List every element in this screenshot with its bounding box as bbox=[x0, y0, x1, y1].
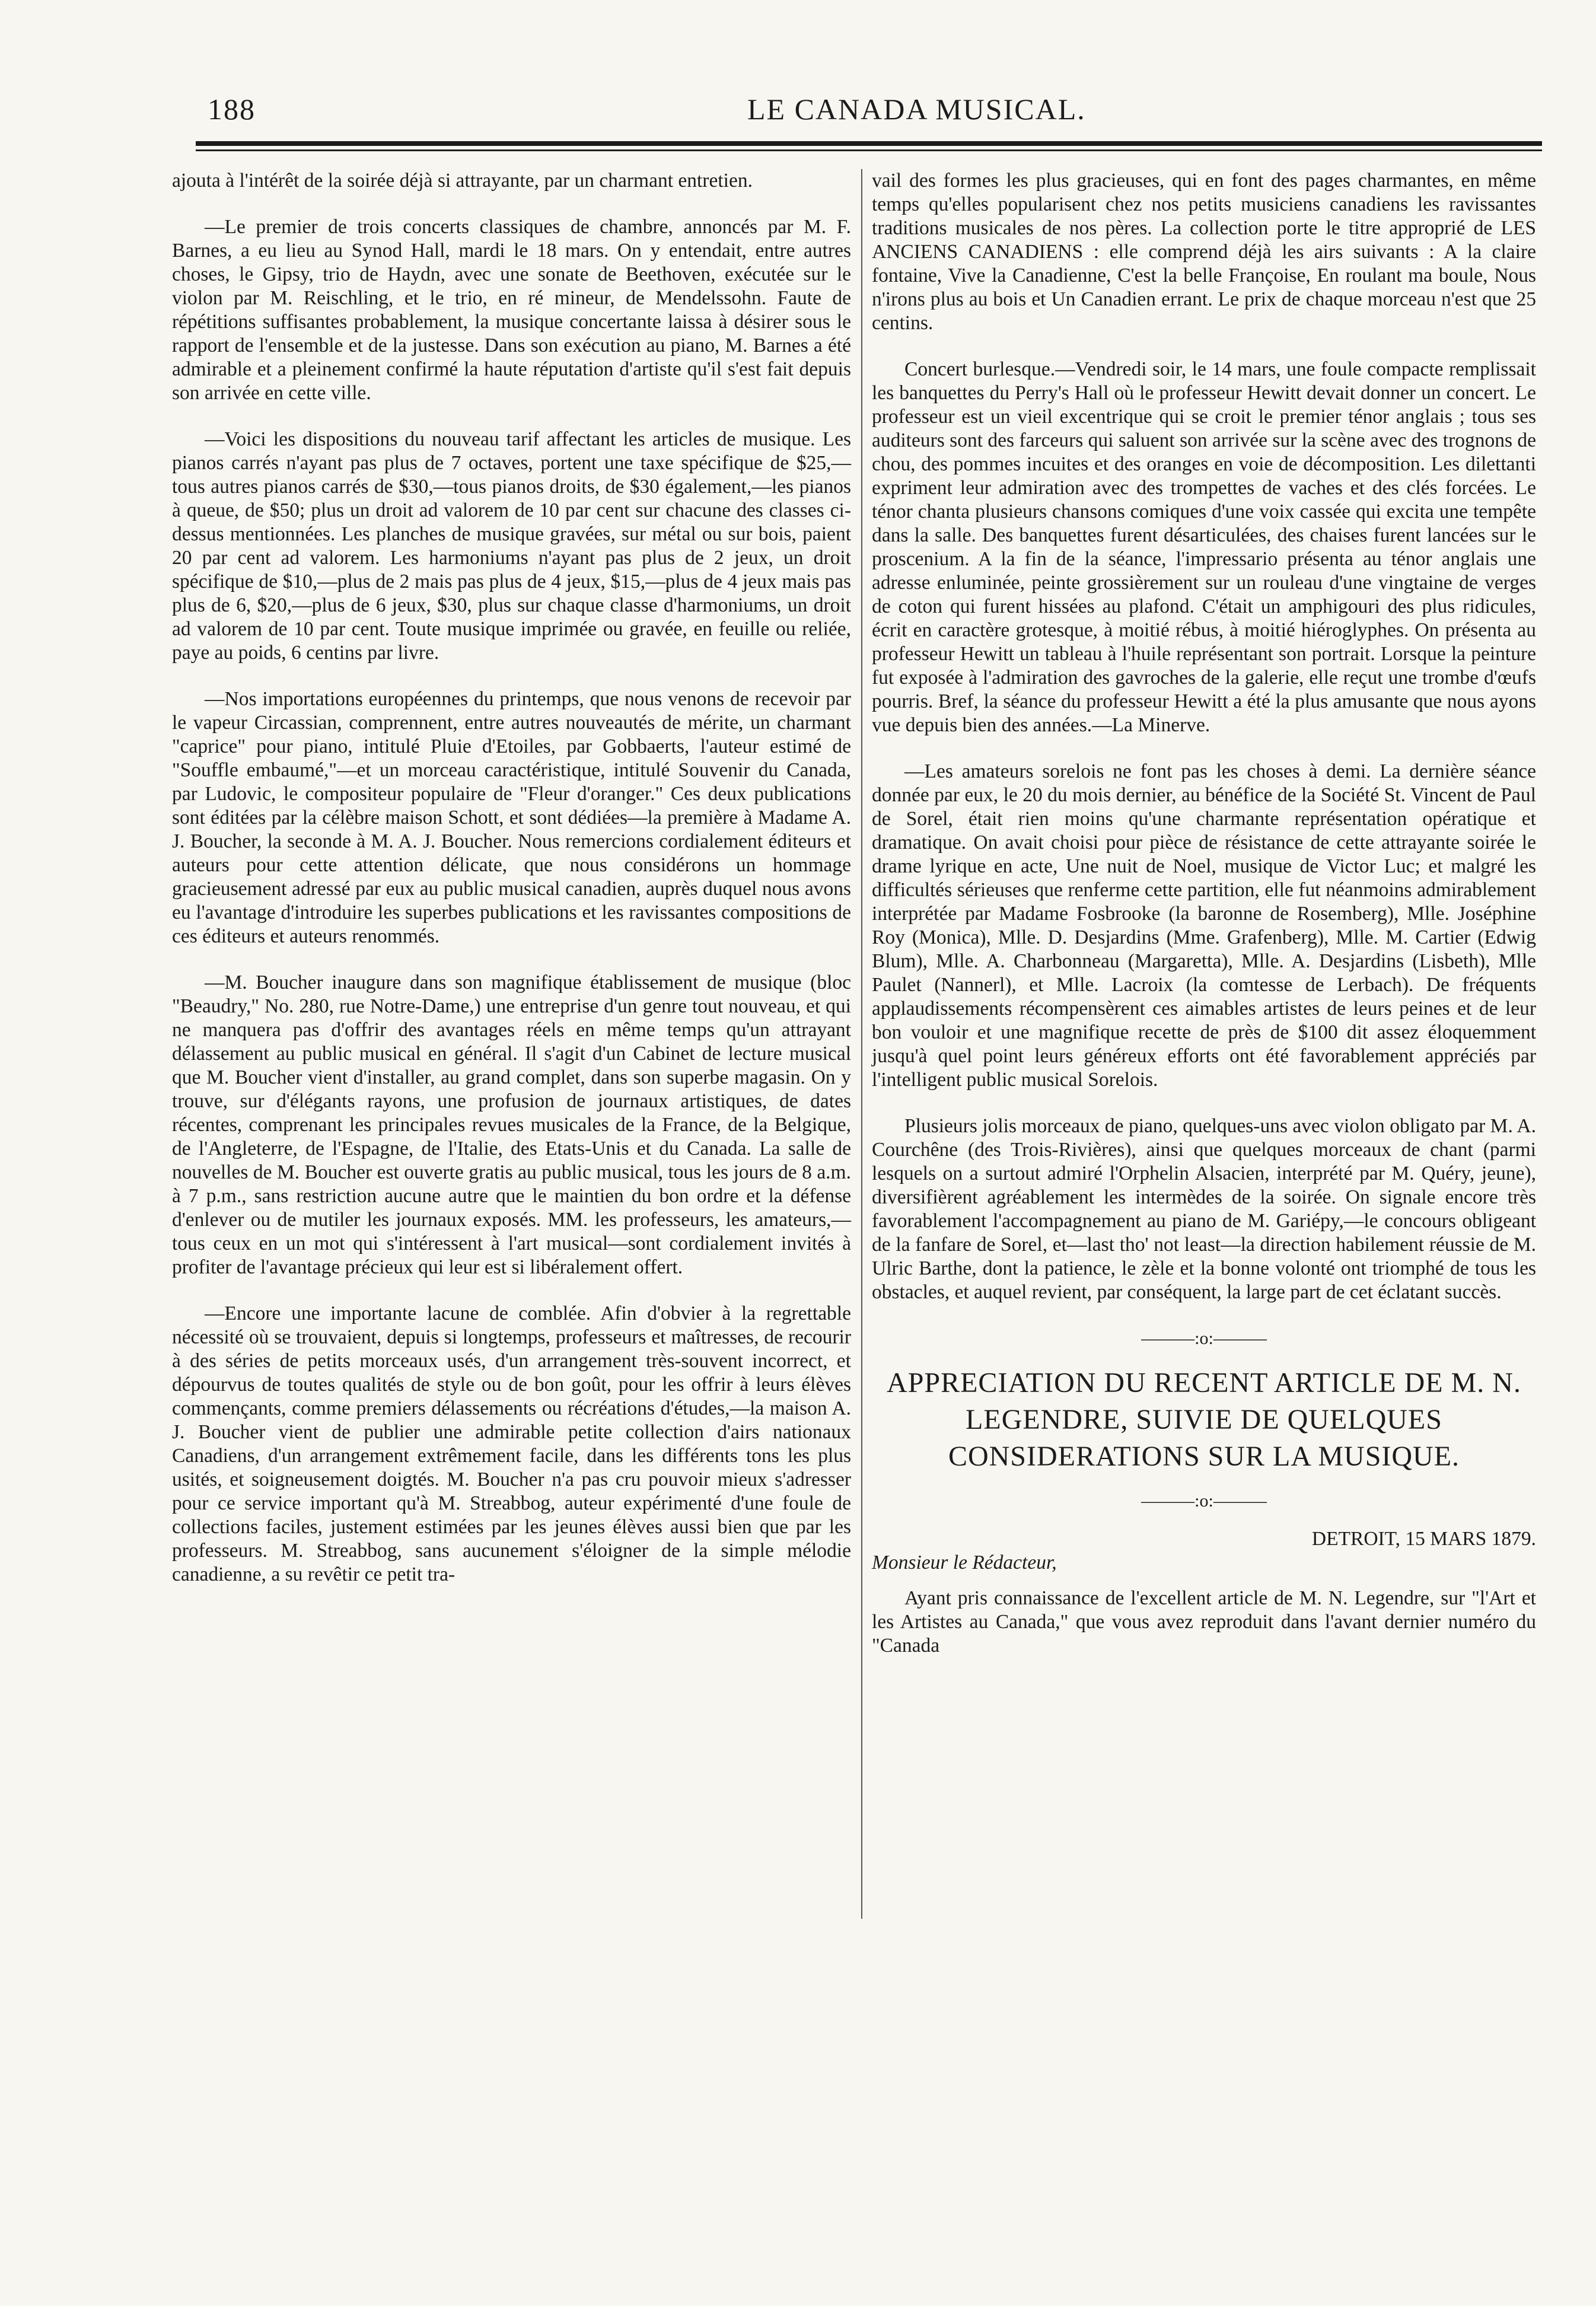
paragraph: —Encore une importante lacune de comblée. Afin d'obvier à la regrettable nécessité où se trouvaient, depuis si longtemps, professeurs et maîtresses, de recourir à des séries de petits morceaux usés, d'un arrangement très-souvent incorrect, et dépourvus de toutes qualités de style ou de bon goût, pour les offrir à leurs élèves commençants, comme premiers délassements ou récréations d'études,—la maison A. J. Boucher vient de publier une admirable petite collection d'airs nationaux Canadiens, d'un arrangement extrêmement facile, dans les différents tons les plus usités, et soigneusement doigtés. M. Boucher n'a pas cru pouvoir mieux s'adresser pour ce service important qu'à M. Streabbog, auteur expérimenté d'une foule de collections faciles, justement estimées par les jeunes élèves aussi bien que par les professeurs. M. Streabbog, sans aucunement s'éloigner de la simple mélodie canadienne, a su revêtir ce petit tra- bbox=[172, 1302, 851, 1585]
article-title: APPRECIATION DU RECENT ARTICLE DE M. N. LEGENDRE, SUIVIE DE QUELQUES CONSIDERATIONS SUR LA MUSIQUE. bbox=[887, 1367, 1521, 1472]
column-divider bbox=[861, 169, 862, 1919]
header-rule-thin bbox=[196, 149, 1542, 151]
title-separator: ———:o:——— bbox=[1141, 1491, 1267, 1511]
paragraph: Plusieurs jolis morceaux de piano, quelques-uns avec violon obligato par M. A. Courchêne (des Trois-Rivières), ainsi que quelques morceaux de chant (parmi lesquels on a surtout admiré l'Orphelin Alsacien, interprété par M. Quéry, jeune), diversifièrent agréablement les intermèdes de la soirée. On signale encore très favorablement l'accompagnement au piano de M. Gariépy,—le concours obligeant de la fanfare de Sorel, et—last tho' not least—la direction habilement réussie de M. Ulric Barthe, dont la patience, le zèle et la bonne volonté ont triomphé de tous les obstacles, et auquel revient, par conséquent, la large part de cet éclatant succès. bbox=[872, 1115, 1536, 1303]
page-number: 188 bbox=[208, 93, 256, 126]
paragraph: —Voici les dispositions du nouveau tarif affectant les articles de musique. Les pianos carrés n'ayant pas plus de 7 octaves, portent une taxe spécifique de $25,—tous autres pianos carrés de $30,—tous pianos droits, de $30 également,—les pianos à queue, de $50; plus un droit ad valorem de 10 par cent sur chacune des classes ci-dessus mentionnées. Les planches de musique gravées, sur métal ou sur bois, paient 20 par cent ad valorem. Les harmoniums n'ayant pas plus de 2 jeux, un droit spécifique de $10,—plus de 2 mais pas plus de 4 jeux, $15,—plus de 4 jeux mais pas plus de 6, $20,—plus de 6 jeux, $30, plus sur chaque classe d'harmoniums, un droit ad valorem de 10 par cent. Toute musique imprimée ou gravée, en feuille ou reliée, paye au poids, 6 centins par livre. bbox=[172, 428, 851, 664]
letter-salutation: Monsieur le Rédacteur, bbox=[872, 1552, 1057, 1574]
paragraph: —Nos importations européennes du printemps, que nous venons de recevoir par le vapeur Circassian, comprennent, entre autres nouveautés de mérite, un charmant "caprice" pour piano, intitulé Pluie d'Etoiles, par Gobbaerts, l'auteur estimé de "Souffle embaumé,"—et un morceau caractéristique, intitulé Souvenir du Canada, par Ludovic, le compositeur populaire de "Fleur d'oranger." Ces deux publications sont éditées par la célèbre maison Schott, et sont dédiées—la première à Madame A. J. Boucher, la seconde à M. A. J. Boucher. Nous remercions cordialement éditeurs et auteurs pour cette attention délicate, que nous considérons un hommage gracieusement adressé par eux au public musical canadien, auprès duquel nous avons eu l'avantage d'introduire les superbes publications et les ravissantes compositions de ces éditeurs et auteurs renommés. bbox=[172, 688, 851, 947]
paragraph: —M. Boucher inaugure dans son magnifique établissement de musique (bloc "Beaudry," No. 280, rue Notre-Dame,) une entreprise d'un genre tout nouveau, et qui ne manquera pas d'offrir des avantages réels en même temps qu'un attrayant délassement au public musical en général. Il s'agit d'un Cabinet de lecture musical que M. Boucher vient d'installer, au grand complet, dans son superbe magasin. On y trouve, sur d'élégants rayons, une profusion de journaux artistiques, de dates récentes, comprenant les principales revues musicales de la France, de la Belgique, de l'Angleterre, de l'Espagne, de l'Italie, des Etats-Unis et du Canada. La salle de nouvelles de M. Boucher est ouverte gratis au public musical, tous les jours de 8 a.m. à 7 p.m., sans restriction aucune autre que le maintien du bon ordre et la défense d'enlever ou de mutiler les journaux exposés. MM. les professeurs, les amateurs,—tous ceux en un mot qui s'intéressent à l'art musical—sont cordialement invités à profiter de l'avantage précieux qui leur est si libéralement offert. bbox=[172, 972, 851, 1278]
letter-body: Ayant pris connaissance de l'excellent article de M. N. Legendre, sur "l'Art et les Artistes au Canada," que vous avez reproduit dans l'avant dernier numéro du "Canada bbox=[872, 1587, 1536, 1657]
paragraph: —Le premier de trois concerts classiques de chambre, annoncés par M. F. Barnes, a eu lieu au Synod Hall, mardi le 18 mars. On y entendait, entre autres choses, le Gipsy, trio de Haydn, avec une sonate de Beethoven, exécutée sur le violon par M. Reischling, et le trio, en ré mineur, de Mendelssohn. Faute de répétitions suffisantes probablement, la musique concertante laissa à désirer sous le rapport de l'ensemble et de la justesse. Dans son exécution au piano, M. Barnes a été admirable et a pleinement confirmé la haute réputation d'artiste qu'il s'est fait depuis son arrivée en cette ville. bbox=[172, 216, 851, 404]
paragraph: Concert burlesque.—Vendredi soir, le 14 mars, une foule compacte remplissait les banquettes du Perry's Hall où le professeur Hewitt devait donner un concert. Le professeur est un vieil excentrique qui se croit le premier ténor anglais ; tous ses auditeurs sont des farceurs qui saluent son arrivée sur la scène avec des trognons de chou, des pommes incuites et des oranges en voie de décomposition. Les dilettanti expriment leur admiration avec des trompettes de vaches et des clés forcées. Le ténor chanta plusieurs chansons comiques d'une voix cassée qui excita une tempête dans la salle. Des banquettes furent désarticulées, des chaises furent lancées sur le proscenium. A la fin de la séance, l'impressario présenta au ténor anglais une adresse enluminée, peinte grossièrement sur un rouleau d'une vingtaine de verges de coton qui furent hissées au plafond. C'était un amphigouri des plus ridicules, écrit en caractère grotesque, à moitié rébus, à moitié hiéroglyphes. On présenta au professeur Hewitt un tableau à l'huile représentant son portrait. Lorsque la peinture fut exposée à l'admiration des gavroches de la galerie, elle reçut une trombe d'œufs pourris. Bref, la séance du professeur Hewitt a été la plus amusante que nous ayons vue depuis bien des années.—La Minerve. bbox=[872, 358, 1537, 736]
page-header bbox=[196, 80, 1542, 125]
letter-dateline: DETROIT, 15 MARS 1879. bbox=[1311, 1528, 1536, 1550]
paragraph: vail des formes les plus gracieuses, qui en font des pages charmantes, en même temps qu'elles popularisent chez nos petits musiciens canadiens les ravissantes traditions musicales de nos pères. La collection porte le titre approprié de LES ANCIENS CANADIENS : elle comprend déjà les airs suivants : A la claire fontaine, Vive la Canadienne, C'est la belle Françoise, En roulant ma boule, Nous n'irons plus au bois et Un Canadien errant. Le prix de chaque morceau n'est que 25 centins. bbox=[872, 170, 1536, 334]
section-separator: ———:o:——— bbox=[1141, 1329, 1267, 1348]
header-rule-thick bbox=[196, 141, 1542, 146]
running-title: LE CANADA MUSICAL. bbox=[747, 93, 1086, 126]
right-column bbox=[872, 169, 1536, 1680]
paragraph: —Les amateurs sorelois ne font pas les choses à demi. La dernière séance donnée par eux, le 20 du mois dernier, au bénéfice de la Société St. Vincent de Paul de Sorel, était rien moins qu'une charmante représentation opératique et dramatique. On avait choisi pour pièce de résistance de cette attrayante soirée le drame lyrique en acte, Une nuit de Noel, musique de Victor Luc; et malgré les difficultés sérieuses que renferme cette partition, elle fut néanmoins admirablement interprétée par Madame Fosbrooke (la baronne de Rosemberg), Mlle. Joséphine Roy (Monica), Mlle. D. Desjardins (Mme. Grafenberg), Mlle. M. Cartier (Edwig Blum), Mlle. A. Charbonneau (Margaretta), Mlle. A. Desjardins (Lisbeth), Mlle Paulet (Nannerl), et Mlle. Lacroix (la comtesse de Lerbach). De fréquents applaudissements récompensèrent ces aimables artistes de leurs peines et de leur bon vouloir et une magnifique recette de près de $100 dit assez éloquemment jusqu'à quel point leurs généreux efforts ont été favorablement appréciés par l'intelligent public musical Sorelois. bbox=[872, 760, 1536, 1091]
left-column bbox=[172, 169, 851, 1609]
paragraph: ajouta à l'intérêt de la soirée déjà si attrayante, par un charmant entretien. bbox=[172, 170, 753, 192]
